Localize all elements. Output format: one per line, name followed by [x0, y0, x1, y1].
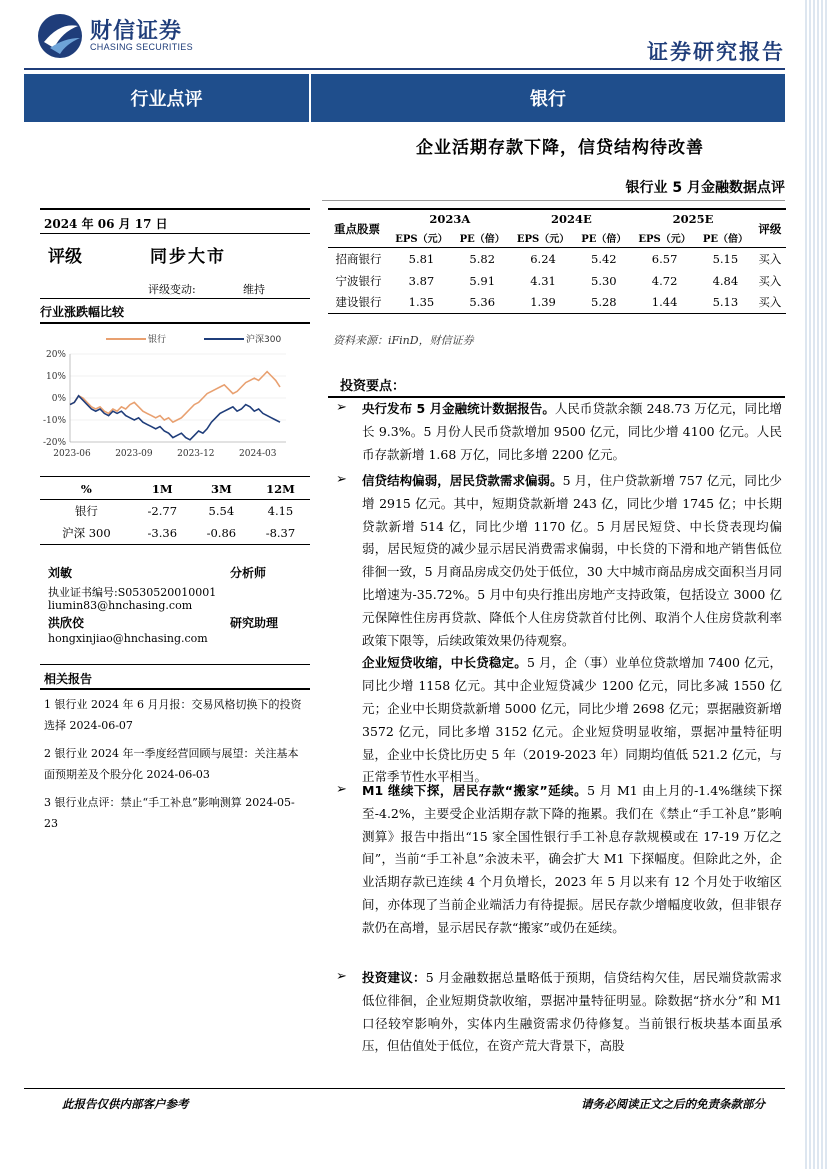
analyst-email[interactable]: liumin83@hnchasing.com: [48, 599, 193, 612]
table-cell: 4.72: [651, 273, 678, 288]
table-cell: 1.39: [530, 295, 556, 310]
report-subtitle: 银行业 5 月金融数据点评: [625, 180, 785, 196]
arrow-bullet-icon: ➢: [336, 782, 347, 797]
table-cell: 5.36: [469, 295, 496, 310]
table-cell: 4.15: [267, 504, 294, 518]
table-cell: 3.87: [408, 273, 435, 288]
point-text: 5 月，住户贷款新增 757 亿元，同比少增 2915 亿元。其中，短期贷款新增 243 亿，同比少增 1745 亿；中长期贷款新增 514 亿，同比少增 1170 亿。5 月居民短贷、中长贷表现均偏弱，居民短贷的减少显示居民消费需求偏弱，中长贷的下滑和地产销售低位徘徊一致，5 月商品房成交仍处于低位，30 大中城市商品房成交面积当月同比增速为-35.72%。5 月中旬央行推出房地产支持政策，包括设立 3000 亿元保障性住房再贷款、降低个人住房贷款首付比例、取消个人住房贷款利率政策下限等，后续政策效果仍待观察。: [362, 473, 782, 648]
table-row: [328, 248, 786, 270]
col-header: 3M: [210, 482, 232, 496]
y-tick-label: 20%: [45, 350, 66, 360]
table-row: [328, 292, 786, 314]
point-paragraph: [362, 470, 782, 789]
rating-label: 评级: [48, 247, 82, 267]
table-cell: 5.54: [208, 504, 235, 518]
footer-left: 此报告仅供内部客户参考: [62, 1097, 189, 1111]
table-cell: 6.57: [651, 251, 678, 266]
divider: [40, 688, 310, 690]
related-list: [44, 694, 306, 841]
arrow-bullet-icon: ➢: [336, 472, 347, 487]
table-cell: 银行: [74, 504, 98, 518]
brand-name-en: CHASING SECURITIES: [90, 42, 193, 52]
table-cell: 1.35: [408, 295, 435, 310]
related-heading: 相关报告: [44, 672, 93, 686]
rating-change-label: 评级变动:: [148, 283, 196, 296]
col-header: 评级: [758, 221, 782, 236]
table-cell: 5.15: [712, 251, 739, 266]
point-text: 5 月金融数据总量略低于预期，信贷结构欠佳，居民端贷款需求低位徘徊，企业短期贷款收缩，票据冲量特征明显。除数据“挤水分”和 M1 口径较窄影响外，实体内生融资需求仍待修复。当前银行板块基本面虽承压，但估值处于低位，在资产荒大背景下，高股: [362, 970, 782, 1054]
performance-chart: [40, 328, 310, 468]
stock-rating: 买入: [758, 251, 782, 266]
y-tick-label: -20%: [42, 438, 66, 448]
point-lead: 信贷结构偏弱，居民贷款需求偏弱。: [362, 473, 563, 488]
divider: [40, 664, 310, 665]
stock-name: 招商银行: [335, 251, 382, 266]
series-line: [70, 372, 280, 423]
table-cell: 5.42: [591, 251, 617, 266]
analyst-role: 研究助理: [230, 616, 279, 630]
industry-band: 银行: [311, 74, 785, 122]
stock-name: 宁波银行: [335, 273, 382, 288]
y-tick-label: 10%: [45, 372, 66, 382]
related-item[interactable]: 2 银行业 2024 年一季度经营回顾与展望：关注基本面预期差及个股分化 2024-06-03: [44, 747, 299, 781]
point-text: 5 月，企（事）业单位贷款增加 7400 亿元，同比少增 1158 亿元。其中企业短贷减少 1200 亿元，同比多减 1550 亿元；企业中长期贷款新增 5000 亿元，同比少增 2698 亿元；票据融资新增 3572 亿元，同比多增 3152 亿元。企业短贷明显收缩，票据冲量特征明显，企业中长贷比历史 5 年（2019-2023 年）同期均值低 521.2 亿元，与正常季节性水平相当。: [362, 655, 782, 785]
performance-table: [40, 479, 310, 545]
year-header: 2024E: [551, 212, 592, 226]
point-lead: 投资建议：: [362, 970, 426, 985]
stock-rating: 买入: [758, 273, 782, 288]
table-cell: 5.30: [591, 273, 617, 288]
point-paragraph: [362, 398, 782, 466]
point-paragraph: [362, 967, 782, 1081]
col-header: %: [80, 482, 92, 496]
header-rule: [24, 68, 785, 70]
rating-change-value: 维持: [243, 283, 265, 296]
year-header: 2023A: [429, 212, 471, 226]
sub-header: EPS（元）: [516, 234, 570, 245]
brand-name: 财信证券: [90, 19, 183, 44]
table-cell: 5.13: [712, 295, 739, 310]
sub-header: PE（倍）: [702, 234, 748, 245]
col-header: 12M: [266, 482, 295, 496]
footer-rule: [24, 1088, 785, 1089]
point-text: 人民币贷款余额 248.73 万亿元，同比增长 9.3%。5 月份人民币贷款增加 9500 亿元，同比少增 4100 亿元。人民币存款新增 1.68 万亿，同比多增 2200 亿元。: [362, 401, 782, 462]
related-item[interactable]: 3 银行业点评：禁止“手工补息”影响测算 2024-05-23: [44, 796, 295, 830]
source-note: 资料来源：iFinD，财信证券: [333, 334, 474, 347]
side-stripes: [805, 0, 827, 1169]
col-header: 1M: [151, 482, 173, 496]
report-date: 2024 年 06 月 17 日: [40, 208, 310, 234]
brand-logo-icon: [36, 12, 84, 60]
analyst-name: 刘敏: [48, 566, 73, 580]
table-cell: 5.81: [408, 251, 435, 266]
arrow-bullet-icon: ➢: [336, 969, 347, 984]
point-text: 5 月 M1 由上月的-1.4%继续下探至-4.2%，主要受企业活期存款下降的拖累。我们在《禁止“手工补息”影响测算》报告中指出“15 家全国性银行手工补息存款规模或在 17-19 万亿之间”，当前“手工补息”余波未平，确会扩大 M1 下探幅度。但除此之外，企业活期存款已连续 4 个月负增长，2023 年 5 月以来有 12 个月处于收缩区间，亦体现了当前企业端活力有待提振。居民存款少增幅度收敛，但非银存款仍在高增，显示居民存款“搬家”或仍在延续。: [362, 783, 782, 935]
related-item[interactable]: 1 银行业 2024 年 6 月月报：交易风格切换下的投资选择 2024-06-07: [44, 698, 302, 732]
footer-right: 请务必阅读正文之后的免责条款部分: [581, 1097, 765, 1111]
table-cell: 5.28: [591, 295, 617, 310]
table-cell: -8.37: [265, 526, 296, 540]
legend-label: 沪深300: [246, 335, 282, 345]
table-cell: 4.31: [530, 273, 556, 288]
series-line: [70, 396, 280, 440]
table-cell: 1.44: [651, 295, 678, 310]
x-tick-label: 2024-03: [239, 449, 277, 459]
point-lead: 企业短贷收缩，中长贷稳定。: [362, 655, 527, 671]
table-row: [40, 522, 310, 545]
year-header: 2025E: [672, 212, 714, 226]
table-cell: 6.24: [530, 251, 556, 266]
table-cell: 5.82: [469, 251, 496, 266]
point-lead: M1 继续下探，居民存款“搬家”延续。: [362, 783, 588, 798]
stock-name: 建设银行: [335, 295, 382, 310]
report-title: 企业活期存款下降，信贷结构待改善: [416, 138, 704, 158]
comparison-heading: 行业涨跌幅比较: [40, 305, 125, 319]
table-cell: -3.36: [147, 526, 178, 540]
key-stocks-table: [328, 208, 786, 314]
table-cell: -0.86: [206, 526, 237, 540]
analyst-role: 分析师: [230, 566, 267, 580]
x-tick-label: 2023-09: [115, 449, 153, 459]
key-points-heading: 投资要点：: [340, 379, 406, 394]
analyst-name: 洪欣佼: [48, 616, 85, 630]
y-tick-label: 0%: [51, 394, 66, 404]
analyst-email[interactable]: hongxinjiao@hnchasing.com: [48, 632, 208, 645]
arrow-bullet-icon: ➢: [336, 400, 347, 415]
table-cell: 4.84: [712, 273, 739, 288]
x-tick-label: 2023-06: [53, 449, 91, 459]
table-cell: 5.91: [469, 273, 496, 288]
sub-header: PE（倍）: [581, 234, 627, 245]
sub-header: PE（倍）: [459, 234, 505, 245]
sub-header: EPS（元）: [638, 234, 691, 245]
stock-rating: 买入: [758, 295, 782, 310]
divider: [40, 322, 310, 324]
sub-header: EPS（元）: [395, 234, 448, 245]
divider: [40, 298, 310, 299]
report-type: 证券研究报告: [647, 39, 785, 64]
table-row: [40, 500, 310, 523]
x-tick-label: 2023-12: [177, 449, 215, 459]
analyst-cert: 执业证书编号:S0530520010001: [48, 586, 217, 599]
point-paragraph: [362, 780, 782, 940]
table-row: [328, 270, 786, 292]
divider: [40, 476, 310, 477]
table-cell: -2.77: [147, 504, 178, 518]
rating-value: 同步大市: [150, 247, 226, 267]
point-lead: 央行发布 5 月金融统计数据报告。: [362, 401, 555, 416]
y-tick-label: -10%: [42, 416, 66, 426]
subtitle-rule: [322, 200, 785, 201]
category-band: 行业点评: [24, 74, 309, 122]
legend-label: 银行: [148, 335, 167, 345]
table-cell: 沪深 300: [62, 526, 111, 540]
col-header: 重点股票: [334, 221, 380, 236]
